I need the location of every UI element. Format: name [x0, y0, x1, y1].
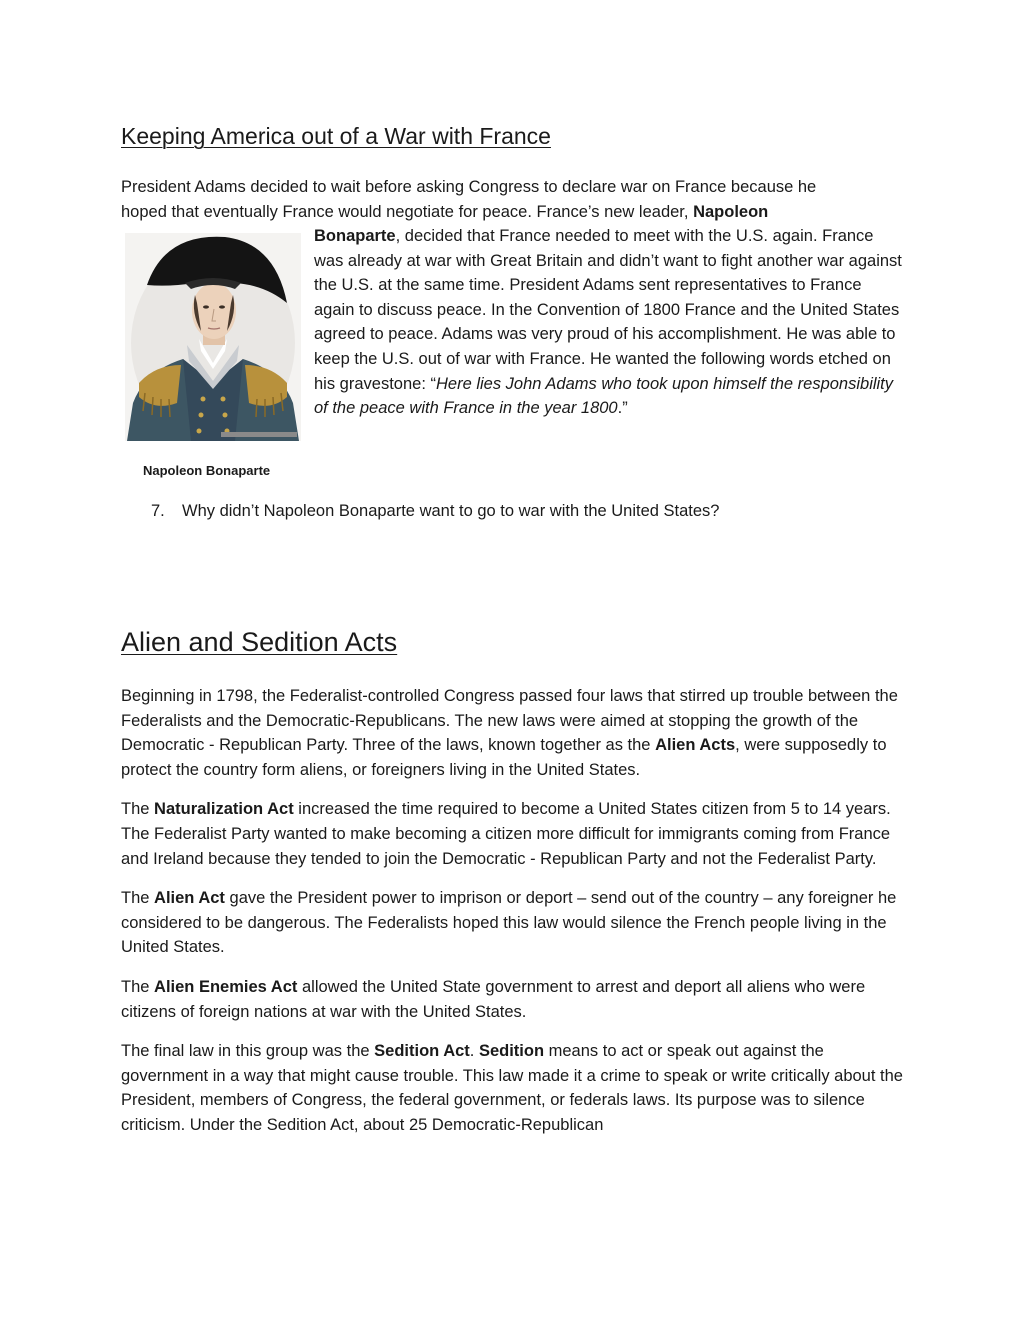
section-heading-war-with-france: Keeping America out of a War with France [121, 123, 551, 149]
image-caption: Napoleon Bonaparte [143, 463, 271, 478]
bold-naturalization-act: Naturalization Act [154, 800, 294, 819]
intro-line-2-text: hoped that eventually France would negotiate for peace. France’s new leader, [121, 202, 694, 221]
p5-text-a: The final law in this group was the [121, 1042, 375, 1061]
bold-alien-acts: Alien Acts [655, 736, 736, 755]
paragraph-alien-enemies-act [121, 975, 906, 1024]
bold-alien-act: Alien Act [154, 889, 225, 908]
quote-end: .” [617, 399, 628, 418]
paragraph-naturalization-act [121, 797, 906, 871]
question-text: Why didn’t Napoleon Bonaparte want to go to war with the United States? [182, 502, 720, 520]
gravestone-quote: Here lies John Adams who took upon himself the responsibility of the peace with France in the year 1800 [314, 374, 894, 418]
p5-text-mid: . [469, 1042, 479, 1061]
p4-text-b: allowed the United State government to arrest and deport all aliens who were citizens of foreign nations at war with the United States. [121, 977, 866, 1021]
napoleon-portrait [125, 233, 301, 441]
intro-line-2 [121, 200, 906, 225]
p1-text-b: , were supposedly to protect the country form aliens, or foreigners living in the United States. [121, 736, 887, 779]
p3-text-b: gave the President power to imprison or deport – send out of the country – any foreigner he considered to be dangerous. The Federalists hoped this law would silence the French people living in the United States. [121, 889, 897, 957]
intro-paragraph [121, 175, 906, 224]
intro-line-1: President Adams decided to wait before asking Congress to declare war on France because he [121, 178, 817, 196]
bold-bonaparte: Bonaparte [314, 227, 396, 245]
bold-sedition: Sedition [478, 1042, 545, 1061]
p2-text-a: The [121, 800, 155, 819]
p5-text-b: means to act or speak out against the government in a way that might cause trouble. This law made it a crime to speak or write critically about the President, members of Congress, the federal government, or federals laws. Its purpose was to silence criticism. Under the Sedition Act, about 25 Democratic-Republican [121, 1042, 903, 1134]
paragraph-alien-acts [121, 684, 906, 782]
p1-text-a: Beginning in 1798, the Federalist-controlled Congress passed four laws that stirred up trouble between the Federalists and the Democratic-Republicans. The new laws were aimed at stopping the growth of the Democratic - Republican Party. Three of the laws, known together as the [121, 687, 898, 755]
wrap-text: , decided that France needed to meet with the U.S. again. France was already at war with Great Britain and didn’t want to fight another war against the U.S. at the same time. President Adams sent representatives to France again to discuss peace. In the Convention of 1800 France and the United States agreed to peace. Adams was very proud of his accomplishment. He was able to keep the U.S. out of war with France. He wanted the following words etched on his gravestone: “ [314, 227, 902, 393]
paragraph-sedition-act [121, 1039, 906, 1137]
paragraph-alien-act [121, 886, 906, 960]
bold-alien-enemies-act: Alien Enemies Act [154, 977, 298, 996]
question-number: 7. [151, 502, 165, 520]
question-7 [151, 499, 719, 524]
p3-text-a: The [121, 889, 155, 908]
section-heading-alien-sedition: Alien and Sedition Acts [121, 627, 398, 657]
wrapped-paragraph [314, 224, 906, 421]
p4-text-a: The [121, 977, 155, 996]
bold-napoleon: Napoleon [693, 202, 769, 221]
bold-sedition-act: Sedition Act [374, 1042, 470, 1061]
wrapped-paragraph-text [314, 224, 906, 421]
alien-sedition-body [121, 684, 906, 1153]
p2-text-b: increased the time required to become a United States citizen from 5 to 14 years. The Federalist Party wanted to make becoming a citizen more difficult for immigrants coming from France and Ireland because they tended to join the Democratic - Republican Party and not the Federalist Party. [121, 800, 891, 868]
